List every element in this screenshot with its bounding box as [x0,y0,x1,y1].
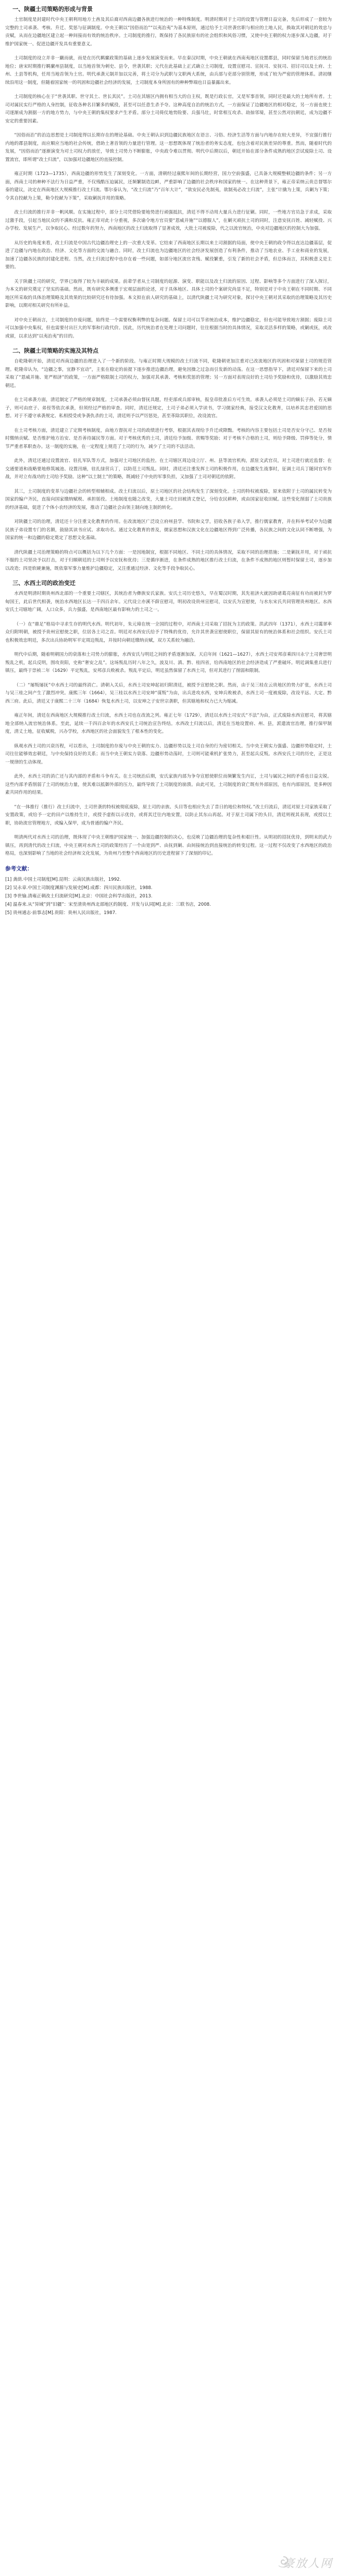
reference-item: [1] 龚荫.中国土司制度[M].昆明：云南民族出版社，1992. [5,877,121,882]
paragraph: 自乾隆朝开始，清廷对西南边疆的治理进入了一个新的阶段。与雍正时期大规模的改土归流不同，乾隆朝更加注重对已改流地区的巩固和对保留土司的规范管理。乾隆帝认为，“边疆之事，宜静不宜动”，主张在稳定的前提下逐步推进边疆治理，避免因操之过急而引发新的动荡。在这一思想指导下，清廷对保留下来的土司采取了“恩威并施、宽严相济”的政策，一方面严格限制土司的权力，加强对其承袭、考核和奖惩的管理；另一方面对表现良好的土司给予奖励和优待，以激励其效忠朝廷。 [5,359,332,389]
section-heading: 二、陕疆土司策略的实施及其特点 [13,347,98,354]
paragraph: 对中央王朝而言，土司制度的存废问题，始终是一个需要权衡利弊的复杂问题。保留土司可以节省统治成本，维护边疆稳定，但也可能导致地方割据；废除土司可以加强中央集权，但也需要付出巨大的军事和行政代价。因此，历代统治者在处理土司问题时，往往根据当时的具体情况，采取灵活多样的策略，或剿或抚，或改或留，以求达到“以夷治夷”的目的。 [5,317,332,339]
paragraph: 此外，水西土司的消亡还与其内部的矛盾和斗争有关。在土司统治后期，安氏家族内部为争夺宣慰使职位而频繁发生内讧，土司与属民之间的矛盾也日益尖锐。这些内部矛盾削弱了土司的统治力量，使其难以抵御外部的压力，最终导致了土司制度的崩溃。由此可见，土司制度的衰亡既有外部原因，也有内部原因，是多种因素共同作用的结果。 [5,774,332,795]
references-title: 参考文献： [5,865,33,872]
section [5,347,332,573]
watermark-text: 豪放人网 [282,2557,333,2570]
references [5,865,332,917]
section-heading: 一、陕疆土司策略的形成与背景 [13,6,93,12]
paragraph: 纵观水西土司的兴衰历程，可以看出，土司制度的存废与中央王朝的实力、边疆形势以及土司自身的行为密切相关。当中央王朝实力强盛、边疆形势稳定时，土司往往能够效忠朝廷，与中央保持良好的关系；而当中央王朝实力衰落、边疆形势动荡时，土司则可能乘机扩张势力，甚至起兵反叛。水西安氏土司的历史，正是这一规律的生动体现。 [5,743,332,765]
paragraph: 明代中后期，随着明朝国力的衰落和土司势力的膨胀，水西安氏与明廷之间的矛盾逐渐加深。天启年间（1621—1627），水西土司安邦彦乘四川永宁土司奢崇明叛乱之机，起兵反明，围攻贵阳，史称“奢安之乱”。这场叛乱历时八年之久，波及川、滇、黔、桂四省，给西南地区的社会经济造成了严重破坏。明廷调集重兵进行镇压，最终于崇祯二年（1629）平定叛乱，安邦彦兵败被杀。叛乱平定后，明廷虽然保留了水西土司，但对其进行了削弱和限制。 [5,652,332,673]
paragraph: 其三，土司制度的变革与边疆社会的转型相辅相成。改土归流以后，原土司地区的社会结构发生了深刻变化。土司的特权被废除，原来依附于土司的属民转变为国家的编户齐民，直接向国家缴纳赋税、承担徭役。土地制度也随之改变，大量土司庄田被清丈登记，分给农民耕种，或由国家征收田赋。这些变化削弱了土司贵族的经济基础，促进了个体小农经济的发展，推动了边疆社会由领主制向地主制的转化。 [5,489,332,510]
paragraph: 雍正年间，清廷在西南地区大规模推行改土归流，水西土司也在改流之列。雍正七年（1729），清廷以水西土司安氏“不法”为由，正式废除水西宣慰司，将其辖地全部纳入流官统治体系。至此，延续一千四百余年的水西安氏土司统治宣告终结。水西改土归流以后，清廷在当地设置府、州、县，派遣流官治理，推行保甲制度，清丈土地，征收赋税，兴办学校，水西地区的社会面貌发生了根本性的变化。 [5,713,332,734]
paragraph: （二）“屡叛屡抚”中水西土司的最终消亡。清朝入关后，水西土司安坤起初归附清廷，被授予宣慰使之职。然而，由于吴三桂在云贵地区的势力扩张，水西土司与吴三桂之间产生了激烈冲突。康熙三年（1664），吴三桂以水西土司安坤“谋叛”为由，出兵进攻水西，安坤兵败被杀，水西土司一度被废除，改设平远、大定、黔西三府。此后，清廷又于康熙二十三年（1684）恢复水西土司，以安坤之子安世宗袭职，但其辖地和权力已大为缩减。 [5,682,332,704]
paragraph: 土官制度是封建时代中央王朝利用地方土酋及其后裔对西南边疆各族进行统治的一种特殊制度。明清时期对于土司的设置与管理日益完备，先后形成了一套较为完整的土司承袭、考核、升迁、奖惩与征调制度。中央王朝以“因俗而治”“以夷治夷”为基本原则，通过给予土司世袭官职与相应的土地人民，换取其对朝廷的效忠与贡赋，从而在边疆地区建立起一种间接而有效的统治秩序。土司制度的推行，既保持了各民族原有的社会组织和风俗习惯，又使中央王朝的权力逐步深入边疆，对于维护国家统一、促进边疆开发具有重要意义。 [5,17,332,47]
site-watermark [276,2550,333,2573]
paragraph: 此外，清廷还通过设置流官、驻扎军队等方式，加强对土司地区的监控。在土司辖区周边设立厅、州、县等流官机构，派驻文武官员，对土司进行就近监督；在交通要道和战略要地修筑城池、设置汛塘，驻扎绿营兵丁，以防范土司叛乱。同时，清廷还注重发挥土司的积极作用，在边疆发生战事时，征调土司兵丁随同官军作战，并对立有战功的土司给予奖励。这种“以土制土”的策略，既减轻了中央的军事负担，又加强了土司对朝廷的依附。 [5,458,332,480]
reference-item: [2] 吴永章.中国土司制度渊源与发展史[M].成都：四川民族出版社，1988. [5,885,153,891]
section-heading: 三、水西土司的政治变迁 [13,580,76,586]
paragraph: 土司制度的核心在于“世袭其职、世守其土、世长其民”。土司在其辖区内拥有相当大的自主权，既是行政长官，又是军事首领，同时还是最大的土地所有者。土司对属民实行严格的人身控制，征收各种名目繁多的赋役，甚至可以任意生杀予夺。这种高度自治的统治方式，一方面保证了边疆地区的相对稳定，另一方面也使土司逐渐成为割据一方的地方势力，与中央王朝的集权要求产生矛盾。部分土司倚仗地势险要、兵强马壮，时常相互攻杀、劫掠邻境，甚至公然对抗朝廷，成为边疆不安定的重要因素。 [5,94,332,124]
paragraph: 从历史的角度来看，改土归流是中国古代边疆治理史上的一次重大变革。它结束了西南地区长期以来土司割据的局面，使中央王朝的政令得以直达边疆基层，促进了边疆与内地在政治、经济、文化等方面的交流与融合。同时，改土归流也为边疆地区的社会经济发展创造了有利条件，推动了当地农业、手工业和商业的发展，加速了边疆各民族的封建化进程。当然，改土归流过程中也存在着一些问题，如部分地区流官贪残、赋役繁重，引发了新的社会矛盾，但总体而言，其积极意义是主要的。 [5,240,332,270]
section [5,5,332,341]
reference-item: [4] 温春来.从“异域”到“旧疆”：宋至清贵州西北部地区的制度、开发与认同[M].北京：三联书店，2008. [5,902,211,907]
paragraph: 雍正时期（1723—1735），西南边疆的形势发生了深刻变化。一方面，清朝经过康熙年间的长期经营，国力空前强盛，已具备大规模整顿边疆的条件；另一方面，西南土司的种种不法行为日益严重，不仅残酷压迫属民，还频繁制造边衅，严重影响了边疆的社会秩序和国家的统一。在这种背景下，雍正帝采纳云贵总督鄂尔泰的建议，决定在西南地区大规模推行改土归流。鄂尔泰认为，“改土归流”乃“百年大计”，“欲安民必先制夷，欲制夷必改土归流”，主张“计擒为上策，兵剿为下策；令其自投献为上策，勒令投献为下策”，采取剿抚并用的策略。 [5,171,332,201]
reference-item: [5] 贵州通志·前事志[M].贵阳：贵州人民出版社，1987. [5,910,117,916]
article-body [5,5,332,858]
paragraph: 清代陕疆土司治理策略的特点可以概括为以下几个方面：一是因地制宜，根据不同地区、不同土司的具体情况，采取不同的治理措施；二是剿抚并用，对于顽抗不服的土司坚决予以打击，对于归顺朝廷的土司则予以安抚和优待；三是循序渐进，在条件成熟的地区推行改土归流，在条件不成熟的地区则暂时保留土司，逐步加以改造；四是软硬兼施，既依靠军事力量维护边疆稳定，又注重通过经济、文化等手段争取民心。 [5,549,332,571]
paragraph: （一）在“鼎足”格局中寻求生存的明代水西。明代初年，朱元璋在统一全国的过程中，对西南土司采取了招抚为主的政策。洪武四年（1371），水西土司霭翠率众归附明朝，被授予贵州宣慰使之职，位居各土司之首。明廷对水西安氏给予了特殊的优待，允许其世袭宣慰使职位，保留其原有的统治体系和社会组织。安氏土司也积极效忠明廷，多次出兵协助明军平定周边叛乱，并按时向朝廷缴纳贡赋，双方关系较为融洽。 [5,621,332,643]
paragraph: 明清两代对水西土司的治理，既体现了中央王朝维护国家统一、加强边疆控制的决心，也反映了边疆治理的复杂性和艰巨性。从明初的招抚优待，到明末的武力镇压，再到清代的改土归流，中央王朝对水西土司的政策经历了一个由宽到严、由抚到剿、由间接统治到直接统治的转变过程。这一过程不仅改变了水西地区的政治格局，也深刻影响了当地的社会经济和文化发展，为贵州乃至整个西南地区的历史进程留下了深刻的印记。 [5,835,332,856]
paragraph: “因俗而治”的治边思想是土司制度得以长期存在的理论基础。中央王朝认识到边疆民族地区在语言、习俗、经济生活等方面与内地存在较大差异，不宜强行推行内地的郡县制度，而应顺应当地的社会传统，借助土著首领的力量进行管理。这一思想既体现了统治者的务实态度，也包含着对民族差异的尊重。然而，随着时代的发展，“因俗而治”逐渐演变为对土司权力的放任，导致土司势力不断膨胀，中央政令难以贯彻。明代中后期以后，朝廷开始在部分条件成熟的地区尝试废除土司、设置流官，即所谓“改土归流”，以加强对边疆地区的直接控制。 [5,133,332,162]
paragraph: 水西是明清时期贵州西北部的一个重要土司辖区，其统治者为彝族安氏家族。安氏土司历史悠久，早在蜀汉时期，其先祖济火就因助诸葛亮南征有功而被封为罗甸国王，此后世代相袭，统治水西地区长达一千四百余年。元代设立亦溪不薛宣慰司，明初改设贵州宣慰司，以安氏为宣慰使，与水东宋氏共同管理贵州地区。水西安氏土司辖地广阔，人口众多，兵力强盛，是西南地区最有影响力的土司之一。 [5,591,332,612]
paragraph: 改土归流的推行并非一帆风顺。在实施过程中，部分土司凭借险要地势进行顽强抵抗，清廷不得不动用大量兵力进行征剿。同时，一些地方官员急于求成，采取过激手段，引起当地民众的不满和反抗。雍正帝对此十分重视，多次谕令地方官员要“恩威并施”“以德服人”，在剿灭顽抗土司的同时，注意安抚百姓、减轻赋役、兴办学校、发展生产，以争取民心。经过数年的努力，西南地区的改土归流取得了显著成效，大批土司被废除，代之以流官统治，中央对边疆地区的控制大为加强。 [5,210,332,231]
paragraph: “在一体推行（推行）改土归流中，土司世袭的特权被彻底废除，原土司的亲族、头目等也相应失去了昔日的地位和特权。”改土归流后，清廷对原土司家族采取了安置政策，或给予一定的田产以维持生计，或授予虚衔以示优待，或将其迁往内地安置，以防止其东山再起。对于原土司属下的头目，清廷则视其表现，或授以土职，协助流官管理地方，或编入保甲，成为普通的编户齐民。 [5,804,332,826]
paragraph: 土司制度的设立并非一蹴而就，而是在历代羁縻政策的基础上逐步发展演变而来。早在秦汉时期，中央王朝就在西南夷地区设置郡县，同时保留当地君长的统治地位；唐宋时期推行羁縻州县制度，以当地首领为刺史、县令，世袭其职；元代在此基础上正式确立土司制度，设置宣慰司、宣抚司、安抚司、招讨司以及土府、土州、土县等机构，任用当地首领为土官。明代承袭元制并加以完善，将土司分为武职与文职两大系统，由兵部与吏部分别管理，形成了较为严密的管理体系。清初继续沿用这一制度，但随着国家统一的巩固和边疆社会经济的发展，土司制度本身所固有的种种弊端也日益暴露出来。 [5,56,332,85]
reference-item: [3] 李世愉.清雍正朝改土归流研究[M].北京：中国社会科学出版社，2013. [5,893,153,899]
section [5,579,332,858]
references-list [5,876,332,917]
paragraph: 关于陕疆土司的研究，学界已取得了较为丰硕的成果。前辈学者从土司制度的起源、演变、职能以及改土归流的原因、过程、影响等多个方面进行了深入探讨，为本文的研究奠定了坚实的基础。然而，既有研究多侧重于宏观层面的论述，对于具体地区、具体土司的个案研究尚显不足，特别是对于中央王朝在不同时期、不同地区所采取的具体治理策略及其效果的比较研究还有待加强。本文拟在前人研究的基础上，以清代陕疆土司为研究对象，探讨中央王朝对其采取的治理策略及其历史影响，以期对相关研究有所补益。 [5,279,332,308]
paragraph: 在土司承袭方面，清廷制定了严格的规章制度。土司承袭必须由督抚具题，经吏部或兵部审核，报皇帝批准后方可生效。承袭人必须是土司的嫡长子孙，若无嫡子，则可由庶子、弟侄等依次承袭，但须经过严格的审查。同时，清廷还规定，土司子弟必须入学读书，学习儒家经典，接受汉文化教育，以培养其忠君爱国的思想。对于不遵守承袭规定、私相授受或争袭仇杀的土司，清廷则予以严厉惩处，甚至革除其职位，改设流官。 [5,397,332,419]
paragraph: 对陕疆土司的治理，清廷还十分注重文化教育的作用。在改流地区广泛设立府州县学、书院和义学，招收各族子弟入学，推行儒家教育，并在科举考试中为边疆民族子弟设置专门的名额，鼓励其读书应试、求取功名。通过文化教育的普及，儒家思想和汉族文化在边疆地区得到广泛传播，各民族之间的文化认同不断增强，为国家的统一和边疆的稳定奠定了思想文化基础。 [5,519,332,541]
paragraph: 在土司考核方面，清廷建立了定期考核制度，由地方督抚对土司的政绩进行考察，根据其表现给予升迁或降黜。考核的内容主要包括土司是否安分守己、是否按时缴纳贡赋、是否维护地方治安、是否善待属民等方面。对于考核优秀的土司，清廷给予加级、赏赐等奖励；对于考核不合格的土司，则给予降级、罚俸等处分，情节严重者革职查办。这一制度的实施，在一定程度上规范了土司的行为，减少了土司的不法活动。 [5,428,332,449]
